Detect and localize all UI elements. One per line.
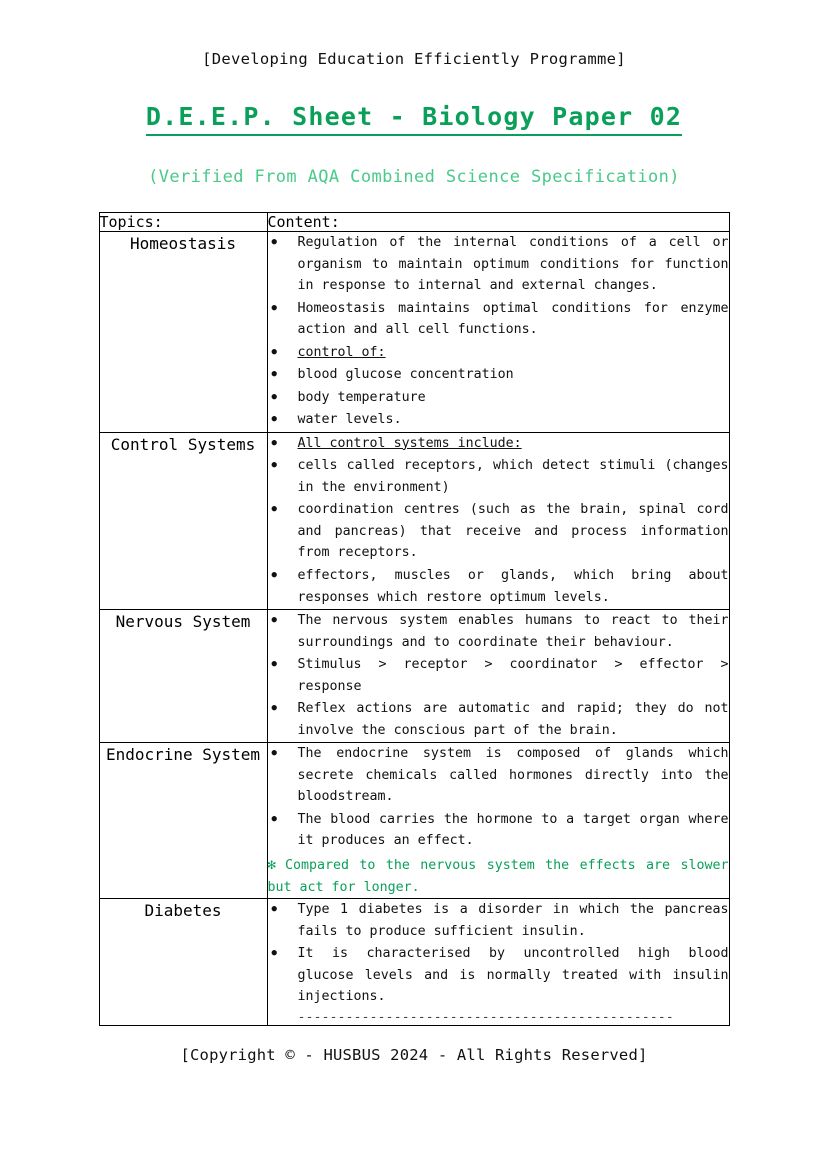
list-item bbox=[268, 809, 729, 852]
page-title-text: D.E.E.P. Sheet - Biology Paper 02 bbox=[146, 102, 682, 136]
list-item bbox=[268, 610, 729, 653]
highlight-note bbox=[268, 854, 729, 898]
list-item-text: It is characterised by uncontrolled high blood glucose levels and is normally treated with insulin injections. bbox=[297, 946, 729, 1005]
bullet-list bbox=[268, 610, 729, 741]
list-item-text: Reflex actions are automatic and rapid; they do not involve the conscious part of the brain. bbox=[297, 701, 729, 738]
content-cell bbox=[267, 743, 729, 899]
list-item bbox=[268, 342, 729, 364]
topic-label: Homeostasis bbox=[99, 232, 267, 433]
table-row bbox=[99, 743, 729, 899]
list-item bbox=[268, 387, 729, 409]
asterisk-icon: ✻ bbox=[267, 856, 276, 873]
highlight-note-text: Compared to the nervous system the effects are slower but act for longer. bbox=[267, 857, 729, 895]
list-item-text: blood glucose concentration bbox=[297, 367, 514, 383]
list-item bbox=[268, 698, 729, 741]
list-item-text: body temperature bbox=[297, 389, 426, 405]
list-item-text: Homeostasis maintains optimal conditions for enzyme action and all cell functions. bbox=[297, 300, 729, 338]
table-row bbox=[99, 610, 729, 743]
bullet-list bbox=[268, 899, 729, 1008]
list-item-text: Stimulus > receptor > coordinator > effector > response bbox=[297, 657, 729, 694]
section-divider: ----------------------------------------------- bbox=[297, 1009, 674, 1025]
column-header-topics: Topics: bbox=[99, 213, 267, 232]
list-item-text: All control systems include: bbox=[297, 435, 522, 451]
footer-copyright: [Copyright © - HUSBUS 2024 - All Rights Reserved] bbox=[180, 1045, 648, 1064]
list-item bbox=[268, 455, 729, 498]
list-item-text: coordination centres (such as the brain, spinal cord and pancreas) that receive and process information from receptors. bbox=[297, 502, 729, 561]
table-header-row bbox=[99, 213, 729, 232]
list-item-text: water levels. bbox=[297, 412, 402, 428]
content-cell bbox=[267, 232, 729, 433]
column-header-content: Content: bbox=[267, 213, 729, 232]
list-item bbox=[268, 743, 729, 808]
list-item-text: The nervous system enables humans to react to their surroundings and to coordinate their behaviour. bbox=[297, 613, 729, 650]
list-item-text: The blood carries the hormone to a target organ where it produces an effect. bbox=[297, 811, 729, 849]
list-item bbox=[268, 565, 729, 608]
table-row bbox=[99, 432, 729, 609]
content-cell bbox=[267, 610, 729, 743]
list-item bbox=[268, 232, 729, 297]
revision-table bbox=[99, 212, 730, 1026]
list-item bbox=[268, 943, 729, 1008]
topic-label: Diabetes bbox=[99, 899, 267, 1026]
bullet-list bbox=[268, 433, 729, 608]
list-item-text: The endocrine system is composed of glands which secrete chemicals called hormones directly into the bloodstream. bbox=[297, 746, 729, 805]
bullet-list bbox=[268, 743, 729, 852]
bullet-list bbox=[268, 232, 729, 431]
list-item bbox=[268, 364, 729, 386]
page-subtitle: (Verified From AQA Combined Science Specification) bbox=[148, 167, 680, 187]
topic-label: Endocrine System bbox=[99, 743, 267, 899]
list-item-text: Type 1 diabetes is a disorder in which the pancreas fails to produce sufficient insulin. bbox=[297, 902, 729, 939]
list-item bbox=[268, 654, 729, 697]
topic-label: Control Systems bbox=[99, 432, 267, 609]
topic-label: Nervous System bbox=[99, 610, 267, 743]
list-item bbox=[268, 433, 729, 455]
list-item bbox=[268, 298, 729, 341]
list-item-text: cells called receptors, which detect stimuli (changes in the environment) bbox=[297, 458, 729, 495]
content-cell bbox=[267, 899, 729, 1026]
list-item-text: Regulation of the internal conditions of a cell or organism to maintain optimum conditions for function in response to internal and external changes. bbox=[297, 235, 729, 294]
list-item bbox=[268, 899, 729, 942]
table-row bbox=[99, 232, 729, 433]
content-cell bbox=[267, 432, 729, 609]
programme-header: [Developing Education Efficiently Programme] bbox=[202, 50, 626, 68]
table-row bbox=[99, 899, 729, 1026]
page-title bbox=[90, 102, 738, 131]
list-item-text: effectors, muscles or glands, which bring about responses which restore optimum levels. bbox=[297, 567, 729, 605]
list-item bbox=[268, 409, 729, 431]
list-item bbox=[268, 499, 729, 564]
list-item-text: control of: bbox=[297, 344, 386, 360]
